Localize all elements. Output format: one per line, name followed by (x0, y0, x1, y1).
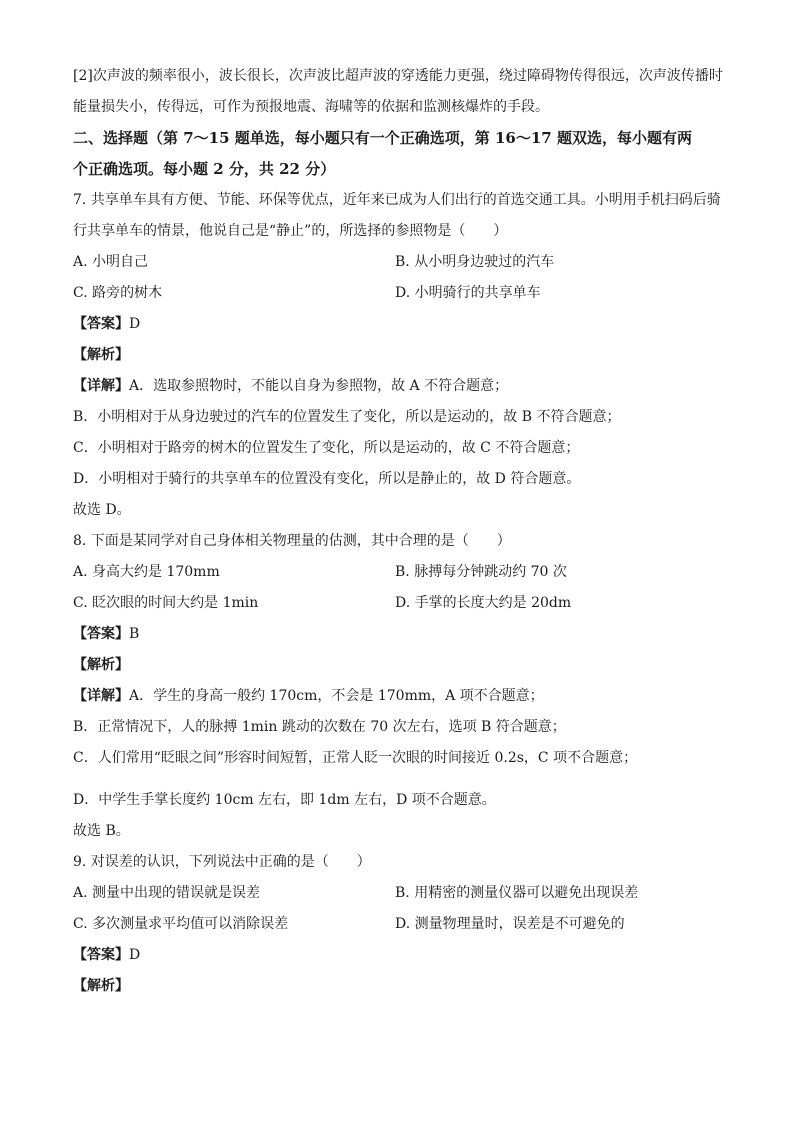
analysis-tag: 【解析】 (73, 978, 129, 994)
q7-detail-3: C．小明相对于路旁的树木的位置发生了变化，所以是运动的，故 C 不符合题意； (73, 440, 580, 456)
q8-detail-3: C．人们常用“眨眼之间”形容时间短暂，正常人眨一次眼的时间接近 0.2s，C 项不合题意； (73, 750, 638, 766)
detail-tag: 【详解】 (73, 688, 129, 704)
intro-line-2: 能量损失小，传得远，可作为预报地震、海啸等的依据和监测核爆炸的手段。 (73, 99, 549, 115)
answer-tag: 【答案】 (73, 316, 129, 332)
q7-options-row-2 (73, 283, 723, 314)
q8-stem: 8. 下面是某同学对自己身体相关物理量的估测，其中合理的是（ ） (73, 533, 511, 549)
q7-option-a: A. 小明自己 (73, 254, 149, 270)
q7-options-row-1 (73, 252, 723, 283)
q7-detail-4: D．小明相对于骑行的共享单车的位置没有变化，所以是静止的，故 D 符合题意。 (73, 471, 581, 487)
section-heading-line-2: 个正确选项。每小题 2 分，共 22 分） (73, 160, 336, 178)
q7-analysis (73, 345, 723, 376)
answer-tag: 【答案】 (73, 626, 129, 642)
section-heading-line-1: 二、选择题（第 7～15 题单选，每小题只有一个正确选项，第 16～17 题双选，每小题有两 (73, 129, 692, 147)
detail-text: A．选取参照物时，不能以自身为参照物，故 A 不符合题意； (129, 378, 509, 394)
q7-option-b: B. 从小明身边驶过的汽车 (395, 254, 555, 270)
q7-option-d: D. 小明骑行的共享单车 (395, 285, 541, 301)
q7-detail-2: B．小明相对于从身边驶过的汽车的位置发生了变化，所以是运动的，故 B 不符合题意； (73, 409, 621, 425)
q8-conclusion: 故选 B。 (73, 823, 130, 839)
q8-detail-2: B．正常情况下，人的脉搏 1min 跳动的次数在 70 次左右，选项 B 符合题意； (73, 719, 566, 735)
q8-option-b: B. 脉搏每分钟跳动约 70 次 (395, 564, 567, 580)
q8-answer (73, 624, 723, 655)
q9-analysis (73, 976, 723, 1007)
q9-answer (73, 945, 723, 976)
q9-option-a: A. 测量中出现的错误就是误差 (73, 885, 261, 901)
q7-option-c: C. 路旁的树木 (73, 285, 163, 301)
q9-stem: 9. 对误差的认识，下列说法中正确的是（ ） (73, 854, 371, 870)
q8-options-row-2 (73, 593, 723, 624)
q7-stem-line-1: 7. 共享单车具有方便、节能、环保等优点，近年来已成为人们出行的首选交通工具。小明用手机扫码后骑 (73, 192, 721, 208)
answer-value: D (129, 947, 141, 963)
q8-options-row-1 (73, 562, 723, 593)
analysis-tag: 【解析】 (73, 657, 129, 673)
q9-option-d: D. 测量物理量时，误差是不可避免的 (395, 916, 625, 932)
q8-option-a: A. 身高大约是 170mm (73, 564, 220, 580)
q8-detail-1 (73, 686, 723, 717)
q8-option-d: D. 手掌的长度大约是 20dm (395, 595, 572, 611)
analysis-tag: 【解析】 (73, 347, 129, 363)
q9-options-row-1 (73, 883, 723, 914)
q9-option-c: C. 多次测量求平均值可以消除误差 (73, 916, 289, 932)
q7-stem-line-2: 行共享单车的情景，他说自己是“静止”的，所选择的参照物是（ ） (73, 223, 508, 239)
detail-tag: 【详解】 (73, 378, 129, 394)
q8-option-c: C. 眨次眼的时间大约是 1min (73, 595, 259, 611)
intro-line-1: [2]次声波的频率很小，波长很长，次声波比超声波的穿透能力更强，绕过障碍物传得很远，次声波传播时 (73, 68, 723, 84)
answer-value: B (129, 626, 140, 642)
q8-detail-4: D．中学生手掌长度约 10cm 左右，即 1dm 左右，D 项不合题意。 (73, 792, 496, 808)
q7-conclusion: 故选 D。 (73, 502, 131, 518)
answer-tag: 【答案】 (73, 947, 129, 963)
q7-detail-1 (73, 376, 723, 407)
detail-text: A．学生的身高一般约 170cm，不会是 170mm，A 项不合题意； (129, 688, 544, 704)
q8-analysis (73, 655, 723, 686)
answer-value: D (129, 316, 141, 332)
q7-answer (73, 314, 723, 345)
q9-options-row-2 (73, 914, 723, 945)
document-page (73, 66, 723, 1007)
q9-option-b: B. 用精密的测量仪器可以避免出现误差 (395, 885, 639, 901)
